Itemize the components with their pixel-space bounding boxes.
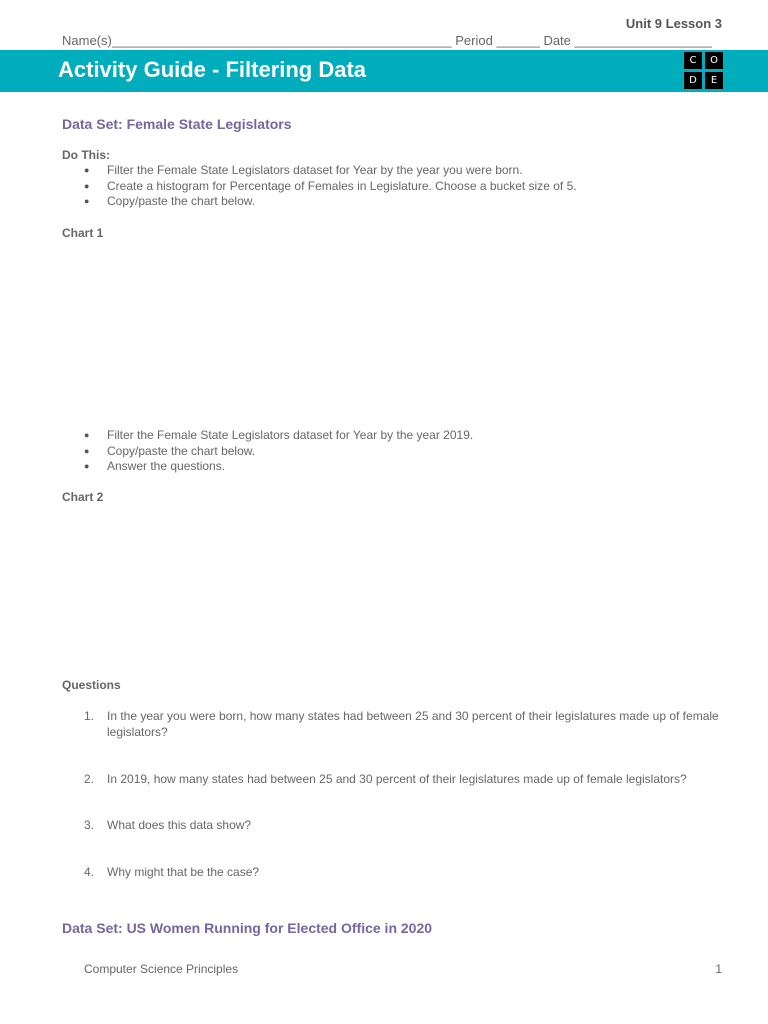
questions-label: Questions: [62, 678, 121, 692]
footer-course-name: Computer Science Principles: [84, 962, 239, 976]
section-heading-female-legislators: Data Set: Female State Legislators: [62, 116, 292, 132]
list-item: ● Copy/paste the chart below.: [84, 194, 577, 210]
chart1-label: Chart 1: [62, 226, 104, 240]
page-title: Activity Guide - Filtering Data: [58, 57, 367, 82]
list-item: ● Filter the Female State Legislators dataset for Year by the year 2019.: [84, 428, 473, 444]
section-heading-women-running: Data Set: US Women Running for Elected Office in 2020: [62, 920, 433, 936]
question-number: 4.: [84, 865, 95, 879]
footer-page-number: 1: [715, 962, 722, 976]
question-item: [84, 818, 724, 834]
instruction-list-a: [84, 163, 577, 210]
question-number: 2.: [84, 772, 95, 786]
list-item: ● Copy/paste the chart below.: [84, 444, 473, 460]
logo-letter: C: [684, 52, 702, 69]
logo-letter: O: [705, 52, 723, 69]
name-period-date-line: Name(s)_______________________________________________ Period ______ Date ___________________: [62, 33, 712, 48]
list-item: ● Create a histogram for Percentage of Females in Legislature. Choose a bucket size of 5.: [84, 179, 577, 195]
question-item: [84, 772, 724, 788]
chart2-label: Chart 2: [62, 490, 104, 504]
logo-letter: E: [705, 72, 723, 89]
question-number: 3.: [84, 818, 95, 832]
question-text: In 2019, how many states had between 25 and 30 percent of their legislatures made up of female legislators?: [107, 772, 687, 786]
question-text: Why might that be the case?: [107, 865, 260, 879]
list-item: ● Answer the questions.: [84, 459, 473, 475]
question-item: [84, 865, 724, 881]
list-item: ● Filter the Female State Legislators dataset for Year by the year you were born.: [84, 163, 577, 179]
logo-letter: D: [684, 72, 702, 89]
code-logo: [684, 52, 724, 90]
question-text: What does this data show?: [107, 818, 252, 832]
instruction-list-b: [84, 428, 473, 475]
do-this-label: Do This:: [62, 148, 110, 162]
unit-lesson-label: Unit 9 Lesson 3: [625, 16, 722, 31]
question-item: [84, 709, 724, 740]
question-number: 1.: [84, 709, 95, 723]
question-text: In the year you were born, how many states had between 25 and 30 percent of their legislatures made up of female legislators?: [107, 709, 719, 739]
